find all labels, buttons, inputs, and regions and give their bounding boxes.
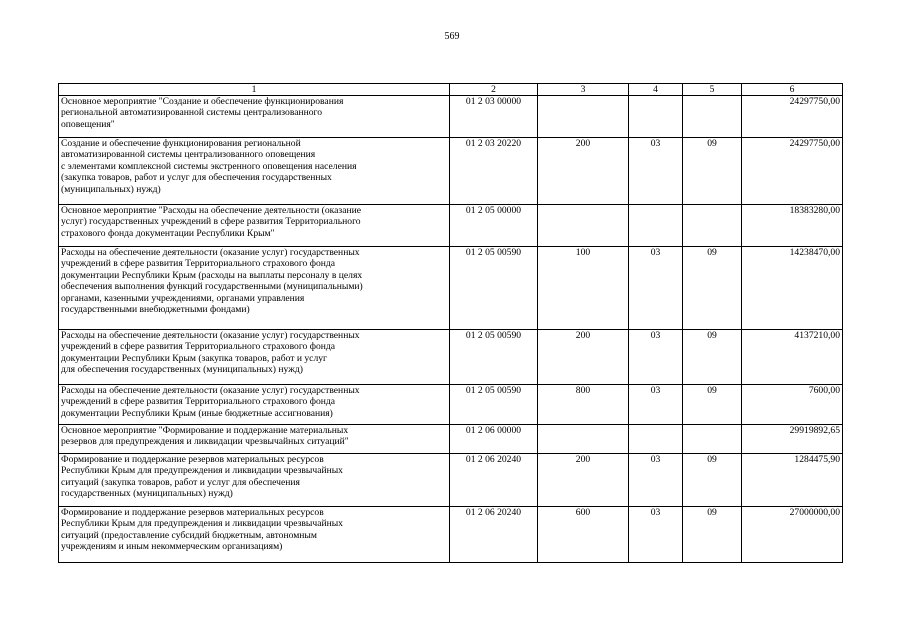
table-row [59, 205, 843, 247]
row-name: Расходы на обеспечение деятельности (оказание услуг) государственных учреждений в сфере развития Территориального страхового фонда документации Республики Крым (расходы на выплаты персоналу в целях обеспечения выполнения функций государственными (муниципальными) органами, казенными учреждениями, органами управления государственными внебюджетными фондами) [59, 247, 450, 330]
row-sum: 29919892,65 [742, 425, 843, 454]
table-row [59, 507, 843, 563]
row-name: Расходы на обеспечение деятельности (оказание услуг) государственных учреждений в сфере развития Территориального страхового фонда документации Республики Крым (иные бюджетные ассигнования) [59, 385, 450, 425]
row-sum: 24297750,00 [742, 138, 843, 205]
row-expense-type: 800 [538, 385, 629, 425]
table-row [59, 454, 843, 507]
row-expense-type [538, 205, 629, 247]
table-row [59, 96, 843, 138]
row-section: 03 [629, 507, 683, 563]
row-section [629, 425, 683, 454]
row-expense-type: 200 [538, 330, 629, 385]
row-subsection: 09 [683, 507, 742, 563]
row-subsection: 09 [683, 454, 742, 507]
table-row [59, 385, 843, 425]
row-sum: 7600,00 [742, 385, 843, 425]
row-code: 01 2 06 20240 [450, 507, 538, 563]
row-code: 01 2 05 00000 [450, 205, 538, 247]
row-subsection [683, 425, 742, 454]
row-subsection: 09 [683, 330, 742, 385]
header-col-5: 5 [683, 84, 742, 96]
row-name: Основное мероприятие "Формирование и поддержание материальных резервов для предупреждения и ликвидации чрезвычайных ситуаций" [59, 425, 450, 454]
table-row [59, 138, 843, 205]
page-number: 569 [444, 31, 460, 42]
row-code: 01 2 05 00590 [450, 247, 538, 330]
row-sum: 18383280,00 [742, 205, 843, 247]
table-row [59, 247, 843, 330]
row-sum: 27000000,00 [742, 507, 843, 563]
table-row [59, 330, 843, 385]
row-name: Формирование и поддержание резервов материальных ресурсов Республики Крым для предупреждения и ликвидации чрезвычайных ситуаций (закупка товаров, работ и услуг для обеспечения государственных (муниципальных) нужд) [59, 454, 450, 507]
row-section [629, 205, 683, 247]
header-col-2: 2 [450, 84, 538, 96]
row-expense-type: 600 [538, 507, 629, 563]
header-col-3: 3 [538, 84, 629, 96]
row-name: Основное мероприятие "Расходы на обеспечение деятельности (оказание услуг) государственных учреждений в сфере развития Территориального страхового фонда документации Республики Крым" [59, 205, 450, 247]
row-section: 03 [629, 247, 683, 330]
row-subsection [683, 205, 742, 247]
table-header-row [59, 84, 843, 96]
header-col-1: 1 [59, 84, 450, 96]
row-sum: 24297750,00 [742, 96, 843, 138]
row-section [629, 96, 683, 138]
row-code: 01 2 03 00000 [450, 96, 538, 138]
row-code: 01 2 03 20220 [450, 138, 538, 205]
row-code: 01 2 06 00000 [450, 425, 538, 454]
row-expense-type: 200 [538, 454, 629, 507]
header-col-6: 6 [742, 84, 843, 96]
row-expense-type: 200 [538, 138, 629, 205]
row-subsection: 09 [683, 385, 742, 425]
row-code: 01 2 05 00590 [450, 330, 538, 385]
row-subsection: 09 [683, 138, 742, 205]
row-sum: 14238470,00 [742, 247, 843, 330]
row-sum: 1284475,90 [742, 454, 843, 507]
row-subsection: 09 [683, 247, 742, 330]
row-section: 03 [629, 454, 683, 507]
row-expense-type [538, 96, 629, 138]
row-code: 01 2 05 00590 [450, 385, 538, 425]
table-row [59, 425, 843, 454]
row-section: 03 [629, 330, 683, 385]
row-name: Расходы на обеспечение деятельности (оказание услуг) государственных учреждений в сфере развития Территориального страхового фонда документации Республики Крым (закупка товаров, работ и услуг для обеспечения государственных (муниципальных) нужд) [59, 330, 450, 385]
row-expense-type [538, 425, 629, 454]
row-expense-type: 100 [538, 247, 629, 330]
row-section: 03 [629, 385, 683, 425]
row-name: Формирование и поддержание резервов материальных ресурсов Республики Крым для предупреждения и ликвидации чрезвычайных ситуаций (предоставление субсидий бюджетным, автономным учреждениям и иным некоммерческим организациям) [59, 507, 450, 563]
row-subsection [683, 96, 742, 138]
row-section: 03 [629, 138, 683, 205]
row-name: Основное мероприятие "Создание и обеспечение функционирования региональной автоматизированной системы централизованного оповещения" [59, 96, 450, 138]
budget-table [58, 83, 843, 563]
row-name: Создание и обеспечение функционирования региональной автоматизированной системы централизованного оповещения с элементами комплексной системы экстренного оповещения населения (закупка товаров, работ и услуг для обеспечения государственных (муниципальных) нужд) [59, 138, 450, 205]
row-code: 01 2 06 20240 [450, 454, 538, 507]
header-col-4: 4 [629, 84, 683, 96]
row-sum: 4137210,00 [742, 330, 843, 385]
